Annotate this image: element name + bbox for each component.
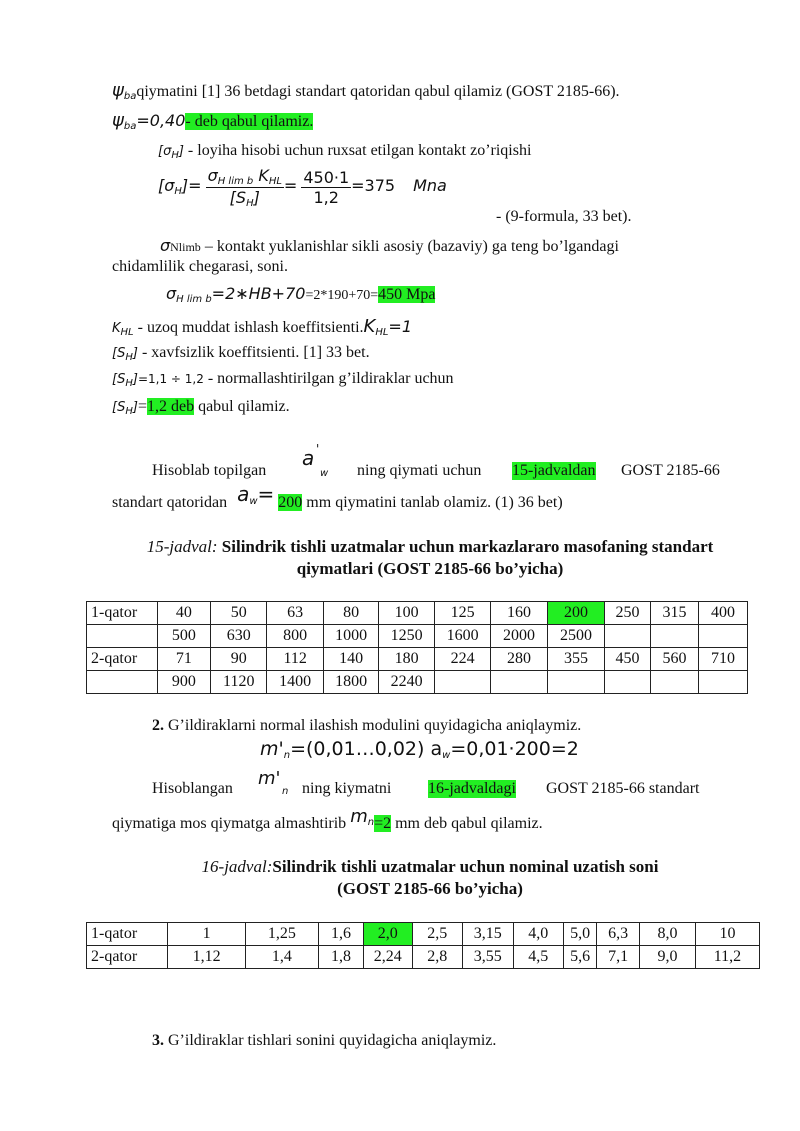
frac1-k-sub: HL <box>268 176 282 187</box>
sh-line-3 <box>112 398 290 417</box>
row-label-cell: 1-qator <box>87 602 158 625</box>
table15-label: 15-jadval: <box>146 537 218 556</box>
table-cell: 5,6 <box>563 946 596 969</box>
row-label-cell: 1-qator <box>87 923 168 946</box>
module-para-line1 <box>152 768 744 798</box>
formula-result: =375 <box>351 176 396 196</box>
table-cell: 1,4 <box>245 946 318 969</box>
table-cell: 800 <box>267 625 324 648</box>
aw-a2: a <box>237 482 250 506</box>
frac2-num: 450·1 <box>303 168 350 187</box>
formula-lhs-close: ]= <box>181 176 202 196</box>
module-a-sub: w <box>442 750 451 761</box>
module-text: G’ildiraklarni normal ilashish modulini quyidagicha aniqlaymiz. <box>168 717 582 734</box>
sh3-text: qabul qilamiz. <box>198 398 290 415</box>
table16-title-text: Silindrik tishli uzatmalar uchun nominal uzatish soni <box>272 857 659 876</box>
table-cell: 1,6 <box>319 923 364 946</box>
module-l2a: qiymatiga mos qiymatga almashtirib <box>112 815 347 832</box>
sh3-highlight: 1,2 deb <box>146 398 195 415</box>
sh2-text: - normallashtirilgan g’ildiraklar uchun <box>207 370 454 387</box>
table-cell: 315 <box>651 602 699 625</box>
psi-text: qiymatini [1] 36 betdagi standart qatoridan qabul qilamiz (GOST 2185-66). <box>136 83 620 100</box>
table-cell: 90 <box>211 648 267 671</box>
table-cell: 1,25 <box>245 923 318 946</box>
module-p-w3: GOST 2185-66 standart <box>546 780 700 797</box>
aw-w-sub: w <box>320 468 329 479</box>
table-cell <box>491 671 548 694</box>
sigma-h-desc: - loyiha hisobi uchun ruxsat etilgan kontakt zo’riqishi <box>187 142 532 159</box>
table-cell: 100 <box>379 602 435 625</box>
table-cell: 50 <box>211 602 267 625</box>
module-p-w2: ning kiymatni <box>302 780 392 797</box>
hb-sigma: σ <box>166 284 177 303</box>
psi-symbol: ψ <box>112 80 124 101</box>
hb-eq: =2∗HB+70 <box>211 284 306 303</box>
table-cell: 2240 <box>379 671 435 694</box>
aw-table-highlight: 15-jadvaldan <box>512 462 596 479</box>
frac1-den: [S <box>229 188 247 207</box>
sigma-nlimb-symbol: σ <box>160 236 171 255</box>
formula-fraction-2 <box>301 168 351 207</box>
table-cell: 3,55 <box>462 946 513 969</box>
psi-sub-2: ba <box>123 121 137 132</box>
table-cell: 250 <box>604 602 650 625</box>
table-cell: 450 <box>604 648 650 671</box>
teeth-text: G’ildiraklar tishlari sonini quyidagicha aniqlaymiz. <box>168 1032 497 1049</box>
sigma-h-symbol: [σ <box>158 144 172 159</box>
table-row <box>87 923 760 946</box>
table-cell: 40 <box>157 602 211 625</box>
table-cell: 160 <box>491 602 548 625</box>
table15-title-1 <box>0 537 800 557</box>
khl-text: - uzoq muddat ishlash koeffitsienti. <box>137 319 364 336</box>
sh3-sub: H <box>125 406 133 417</box>
sigma-nlimb-text1: – kontakt yuklanishlar sikli asosiy (bazaviy) ga teng bo’lgandagi <box>204 238 619 255</box>
highlighted-cell: 200 <box>548 602 605 625</box>
row-label-cell: 2-qator <box>87 648 158 671</box>
table-cell: 180 <box>379 648 435 671</box>
table-cell: 224 <box>435 648 491 671</box>
table-cell: 900 <box>157 671 211 694</box>
table-row <box>87 946 760 969</box>
aw-para-line2 <box>112 482 563 512</box>
sigma-h-line <box>158 142 531 161</box>
sh-line-1 <box>112 344 370 363</box>
sh3-close: ] <box>132 400 138 415</box>
table16-title-1 <box>0 857 800 877</box>
table-cell: 2,24 <box>363 946 412 969</box>
table-cell: 400 <box>698 602 747 625</box>
aw-w2-sub: w <box>249 496 258 507</box>
sigma-nlimb-text2: chidamlilik chegarasi, soni. <box>112 258 288 275</box>
table-cell: 9,0 <box>639 946 695 969</box>
highlighted-cell: 2,0 <box>363 923 412 946</box>
sigma-nlimb-line <box>160 236 744 256</box>
module-number: 2. <box>152 717 164 734</box>
module-formula <box>260 738 579 761</box>
frac1-den-sub: H <box>246 198 254 209</box>
table-row <box>87 625 748 648</box>
module-eq2: =0,01·200=2 <box>450 738 579 760</box>
table-cell: 1,12 <box>168 946 245 969</box>
teeth-heading <box>152 1032 496 1050</box>
hb-line <box>166 284 435 305</box>
table-cell: 1800 <box>324 671 379 694</box>
table-15 <box>86 601 748 694</box>
table-row <box>87 648 748 671</box>
table-cell: 1000 <box>324 625 379 648</box>
table16-title-2: (GOST 2185-66 bo’yicha) <box>337 879 523 898</box>
module-l2b: mm deb qabul qilamiz. <box>395 815 543 832</box>
table15-title-text: Silindrik tishli uzatmalar uchun markazlararo masofaning standart <box>221 537 714 556</box>
table-cell: 6,3 <box>597 923 640 946</box>
table-cell: 1400 <box>267 671 324 694</box>
table-cell: 1250 <box>379 625 435 648</box>
sh2-sym: [S <box>112 372 126 387</box>
khl-sub2: HL <box>375 327 389 338</box>
table-cell <box>651 625 699 648</box>
frac2-den: 1,2 <box>313 188 339 207</box>
psi-value: =0,40 <box>136 111 186 130</box>
formula-lhs: [σ <box>158 176 175 196</box>
table-cell: 2,8 <box>412 946 462 969</box>
sh-line-2 <box>112 370 454 389</box>
formula-unit: Mna <box>413 176 447 196</box>
khl-k: K <box>112 321 121 336</box>
psi-line <box>112 80 620 102</box>
hb-sub: H lim b <box>176 294 212 305</box>
table-row <box>87 671 748 694</box>
table-cell: 4,5 <box>513 946 563 969</box>
table-cell <box>604 671 650 694</box>
table-cell: 1120 <box>211 671 267 694</box>
table-cell: 710 <box>698 648 747 671</box>
aw-value-highlight: 200 <box>278 494 303 511</box>
table-cell: 140 <box>324 648 379 671</box>
table-cell: 630 <box>211 625 267 648</box>
row-label-cell <box>87 625 158 648</box>
table-cell: 1,8 <box>319 946 364 969</box>
table16-label: 16-jadval: <box>201 857 273 876</box>
module-p-m-sub: n <box>282 786 289 797</box>
table-cell <box>548 671 605 694</box>
aw-eq: = <box>257 482 275 506</box>
module-para-line2 <box>112 806 543 833</box>
formula-ref: - (9-formula, 33 bet). <box>496 208 632 225</box>
formula-eq2: = <box>283 176 298 196</box>
table-cell: 11,2 <box>695 946 759 969</box>
khl-sub: HL <box>120 327 134 338</box>
sh2-close: ] <box>132 372 138 387</box>
table-cell <box>651 671 699 694</box>
aw-w3: GOST 2185-66 <box>621 462 720 479</box>
table-cell: 112 <box>267 648 324 671</box>
module-l2-m-sub: n <box>367 817 375 828</box>
module-value-highlight: =2 <box>374 815 392 832</box>
table-cell: 2,5 <box>412 923 462 946</box>
aw-line2a: standart qatoridan <box>112 494 228 511</box>
module-m: m' <box>260 738 284 760</box>
table-cell: 4,0 <box>513 923 563 946</box>
hb-calc: =2*190+70= <box>305 288 379 303</box>
sh1-close: ] <box>132 346 138 361</box>
table-cell: 2500 <box>548 625 605 648</box>
khl-k2: K <box>363 316 376 337</box>
frac1-sigma-sub: H lim b <box>217 176 254 187</box>
teeth-number: 3. <box>152 1032 164 1049</box>
table-cell: 63 <box>267 602 324 625</box>
table-cell <box>698 625 747 648</box>
psi-value-line <box>112 110 313 132</box>
table-cell: 8,0 <box>639 923 695 946</box>
table-cell: 125 <box>435 602 491 625</box>
sigma-h-close: ] <box>178 144 184 159</box>
module-heading <box>152 717 581 735</box>
table-cell: 2000 <box>491 625 548 648</box>
table-cell: 560 <box>651 648 699 671</box>
sh2-sub: H <box>125 378 133 389</box>
module-eq: =(0,01…0,02) a <box>290 738 443 760</box>
module-p-w1: Hisoblangan <box>152 780 233 797</box>
aw-w2: ning qiymati uchun <box>357 462 482 479</box>
table-cell: 5,0 <box>563 923 596 946</box>
frac1-den-close: ] <box>253 188 260 207</box>
table-cell: 500 <box>157 625 211 648</box>
aw-prime: ' <box>316 442 320 456</box>
sigma-nlimb-sub: Nlimb <box>170 240 201 254</box>
sh1-sub: H <box>125 352 133 363</box>
table-cell: 1600 <box>435 625 491 648</box>
table-cell <box>435 671 491 694</box>
formula <box>158 166 447 209</box>
module-m-sub: n <box>283 750 291 761</box>
sh3-eq: = <box>137 398 147 415</box>
row-label-cell <box>87 671 158 694</box>
row-label-cell: 2-qator <box>87 946 168 969</box>
table-cell: 1 <box>168 923 245 946</box>
khl-eq: =1 <box>388 317 413 336</box>
formula-lhs-sub: H <box>174 186 182 198</box>
table-cell: 71 <box>157 648 211 671</box>
khl-line <box>112 316 412 338</box>
aw-w1: Hisoblab topilgan <box>152 462 267 479</box>
sh3-sym: [S <box>112 400 126 415</box>
module-table-highlight: 16-jadvaldagi <box>428 780 516 797</box>
sigma-h-sub: H <box>171 150 179 161</box>
frac1-k: K <box>253 166 269 185</box>
table-cell <box>604 625 650 648</box>
aw-a: a <box>302 446 315 470</box>
hb-result-highlight: 450 Mpa <box>378 286 436 303</box>
psi-sub: ba <box>123 91 137 102</box>
table-cell: 3,15 <box>462 923 513 946</box>
table-cell <box>698 671 747 694</box>
table-cell: 10 <box>695 923 759 946</box>
formula-fraction-1 <box>206 166 284 209</box>
module-l2-m: m <box>350 806 368 827</box>
table-cell: 80 <box>324 602 379 625</box>
sh1-sym: [S <box>112 346 126 361</box>
module-p-m: m' <box>258 768 281 789</box>
aw-line2b: mm qiymatini tanlab olamiz. (1) 36 bet) <box>306 494 563 511</box>
table-cell: 7,1 <box>597 946 640 969</box>
table15-title-2: qiymatlari (GOST 2185-66 bo’yicha) <box>296 559 564 578</box>
table-cell: 280 <box>491 648 548 671</box>
sh2-eq: =1,1 ÷ 1,2 <box>137 372 204 386</box>
psi-accept-highlight: - deb qabul qilamiz. <box>185 113 314 130</box>
frac1-sigma: σ <box>207 166 218 185</box>
table-cell: 355 <box>548 648 605 671</box>
sh1-text: - xavfsizlik koeffitsienti. [1] 33 bet. <box>141 344 370 361</box>
psi-symbol-2: ψ <box>112 110 124 131</box>
table-row <box>87 602 748 625</box>
table-16 <box>86 922 760 969</box>
